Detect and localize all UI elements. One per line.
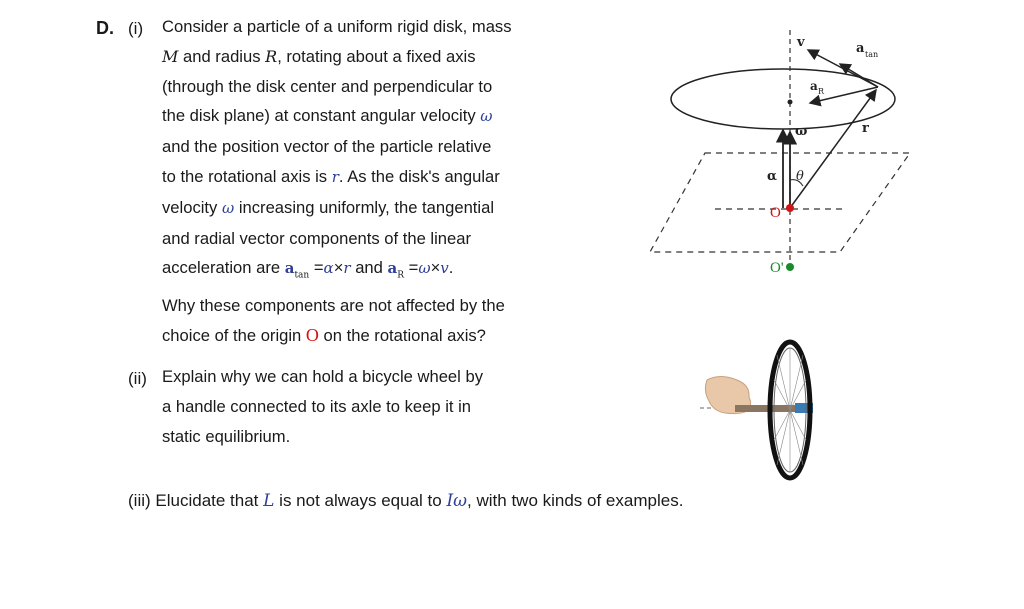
- q1-line-7a: velocity: [162, 197, 218, 217]
- period: .: [448, 258, 454, 278]
- omega-vector-symbol-4: ω: [453, 491, 468, 511]
- q1-line-2a: and radius: [183, 46, 261, 66]
- q1-line-8: and radial vector components of the linear: [162, 228, 472, 248]
- omega-vector-symbol-3: ω: [418, 259, 431, 278]
- r-vector-symbol-2: r: [343, 259, 351, 278]
- q2-line-2: a handle connected to its axle to keep it in: [162, 396, 472, 416]
- label-tan-sub: tan: [865, 50, 879, 59]
- label-R-sub: R: [818, 87, 825, 96]
- q1-line-5: and the position vector of the particle relative: [162, 137, 492, 157]
- origin-O-point: [786, 204, 794, 212]
- equals-sign-1: =: [313, 258, 324, 278]
- tan-subscript: tan: [294, 270, 310, 281]
- times-sign-2: ×: [430, 258, 441, 278]
- q1-line-7: [162, 193, 512, 224]
- label-alpha: α: [767, 169, 778, 184]
- times-sign-1: ×: [333, 258, 344, 278]
- q1-line-9: [162, 253, 512, 291]
- q1-line-11b: on the rotational axis?: [323, 326, 486, 346]
- q2-line-1: Explain why we can hold a bicycle wheel by: [162, 367, 483, 386]
- question-2-text: [162, 362, 483, 451]
- question-2-number: (ii): [128, 369, 147, 388]
- q1-line-10: Why these components are not affected by the: [162, 296, 505, 316]
- rotating-disk-diagram: [640, 20, 930, 285]
- q1-line-4a: the disk plane) at constant angular velocity: [162, 106, 476, 126]
- label-omega: ω: [795, 124, 808, 139]
- q1-line-6b: . As the disk's angular: [338, 166, 500, 186]
- a-tan-symbol: a: [284, 259, 295, 278]
- q1-line-4: [162, 101, 512, 132]
- r-vector-symbol: r: [331, 167, 339, 186]
- q1-line-11: [162, 321, 512, 351]
- mass-symbol: M: [162, 46, 179, 66]
- origin-O-symbol: O: [305, 325, 319, 346]
- q3-text-3: , with two kinds of examples.: [467, 491, 684, 510]
- q1-line-3: (through the disk center and perpendicular to: [162, 76, 493, 96]
- and-word: and: [355, 258, 383, 278]
- label-theta: θ: [796, 169, 804, 184]
- question-3-number: (iii): [128, 491, 151, 510]
- q2-line-3: static equilibrium.: [162, 426, 291, 446]
- label-v: v: [797, 35, 805, 50]
- label-a-tan: a: [856, 41, 865, 56]
- a-R-symbol: a: [387, 259, 398, 278]
- q1-line-7b: increasing uniformly, the tangential: [238, 197, 495, 217]
- question-1-text: [162, 12, 512, 351]
- q3-text-2: is not always equal to: [279, 491, 442, 510]
- label-O-prime: O': [770, 260, 784, 276]
- origin-O-prime-point: [786, 263, 794, 271]
- q1-line-1: Consider a particle of a uniform rigid disk, mass: [162, 17, 512, 36]
- R-subscript: R: [397, 270, 405, 281]
- equals-sign-2: =: [408, 258, 419, 278]
- q1-line-11a: choice of the origin: [162, 326, 302, 346]
- r-vector: [790, 90, 876, 208]
- bicycle-wheel-illustration: [695, 335, 825, 485]
- q3-text-1: Elucidate that: [155, 491, 259, 510]
- question-3: [128, 491, 683, 511]
- label-a-R: a: [810, 79, 818, 93]
- part-label: D.: [96, 18, 114, 38]
- axis-center-dot: [788, 100, 793, 105]
- q1-line-9a: acceleration are: [162, 258, 281, 278]
- radius-symbol: R: [265, 46, 278, 66]
- v-vector-symbol: v: [440, 259, 449, 278]
- label-O: O: [770, 205, 781, 221]
- L-vector-symbol: L: [263, 491, 275, 511]
- omega-vector-symbol: ω: [480, 107, 493, 126]
- q1-line-2: [162, 42, 512, 72]
- q1-line-2b: , rotating about a fixed axis: [277, 46, 476, 66]
- alpha-vector-symbol: α: [323, 259, 334, 278]
- q1-line-6: [162, 162, 512, 193]
- q1-line-6a: to the rotational axis is: [162, 166, 328, 186]
- question-1-number: (i): [128, 19, 144, 38]
- omega-vector-symbol-2: ω: [221, 198, 235, 217]
- label-r: r: [862, 121, 869, 136]
- a-tan-vector: [840, 64, 878, 87]
- I-symbol: I: [446, 491, 454, 511]
- dashed-plane: [650, 153, 910, 252]
